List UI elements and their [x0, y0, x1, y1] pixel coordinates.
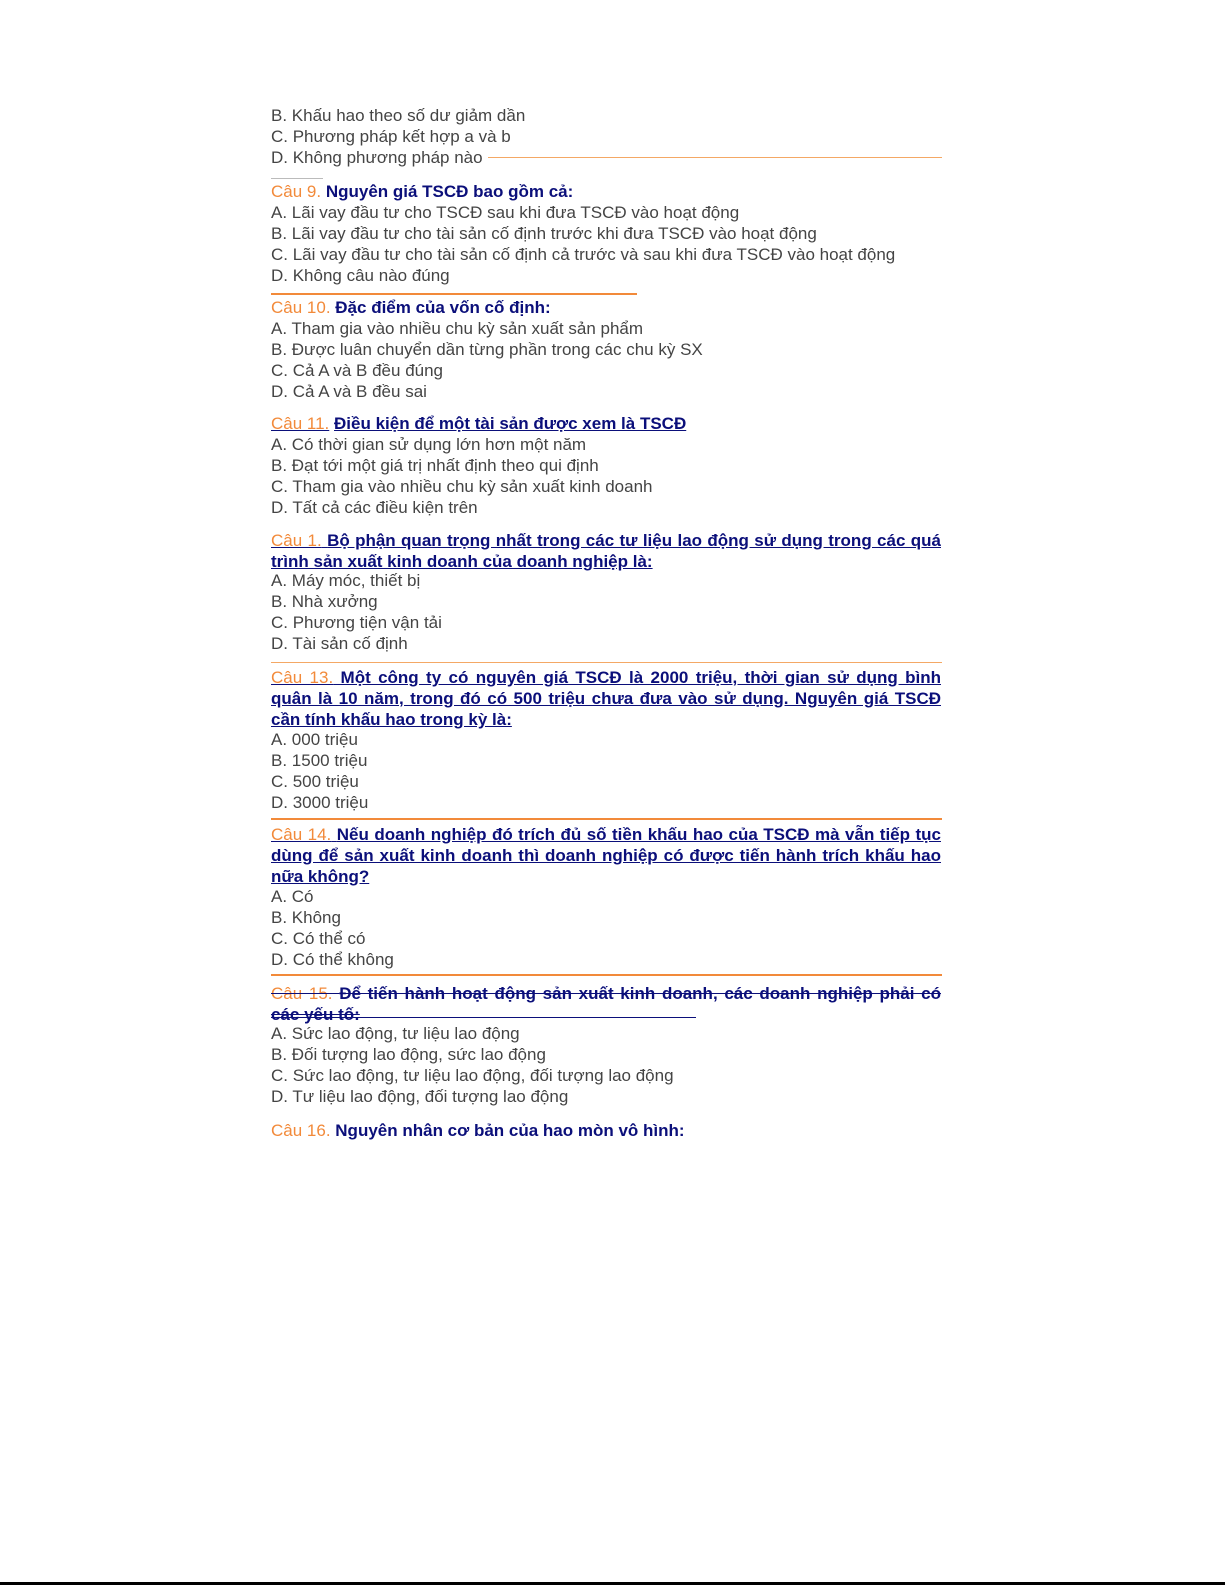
question-label: Câu 16.: [271, 1121, 331, 1140]
question-label: Câu 15.: [271, 984, 333, 1003]
answer-option: C. Phương tiện vận tải: [271, 613, 442, 632]
question-title: Đặc điểm của vốn cố định:: [335, 298, 551, 317]
answer-option: B. Khấu hao theo số dư giảm dần: [271, 106, 526, 125]
separator-rule: [271, 178, 323, 179]
separator-rule: [271, 293, 637, 295]
question-heading: [271, 825, 941, 887]
answer-option: B. Không: [271, 908, 341, 927]
answer-option: B. 1500 triệu: [271, 751, 368, 770]
question-heading: [271, 298, 551, 318]
answer-option: A. Tham gia vào nhiều chu kỳ sản xuất sản phẩm: [271, 319, 644, 338]
answer-option: D. Có thể không: [271, 950, 394, 969]
answer-option: D. Tư liệu lao động, đối tượng lao động: [271, 1087, 569, 1106]
question-title: Nguyên nhân cơ bản của hao mòn vô hình:: [335, 1121, 685, 1140]
separator-rule: [488, 157, 942, 158]
question-label: Câu 10.: [271, 298, 331, 317]
answer-option: C. Lãi vay đầu tư cho tài sản cố định cả trước và sau khi đưa TSCĐ vào hoạt động: [271, 245, 896, 264]
question-heading: [271, 182, 573, 202]
answer-option: D. Không phương pháp nào: [271, 148, 483, 167]
answer-option: B. Được luân chuyển dần từng phần trong các chu kỳ SX: [271, 340, 703, 359]
question-heading: [271, 414, 686, 434]
answer-option: D. Tất cả các điều kiện trên: [271, 498, 478, 517]
separator-rule: [271, 1017, 696, 1018]
question-label: Câu 14.: [271, 825, 332, 844]
answer-option: D. 3000 triệu: [271, 793, 369, 812]
question-label: Câu 1.: [271, 531, 322, 550]
answer-option: A. Có: [271, 887, 314, 906]
answer-option: D. Không câu nào đúng: [271, 266, 450, 285]
question-label: Câu 13.: [271, 668, 334, 687]
question-label: Câu 11.: [271, 414, 330, 433]
answer-option: C. Sức lao động, tư liệu lao động, đối tượng lao động: [271, 1066, 674, 1085]
question-title: Để tiến hành hoạt động sản xuất kinh doanh, các doanh nghiệp phải có các yếu tố:: [271, 984, 941, 1024]
separator-rule: [271, 662, 942, 663]
answer-option: B. Nhà xưởng: [271, 592, 378, 611]
answer-option: A. Sức lao động, tư liệu lao động: [271, 1024, 520, 1043]
answer-option: A. Lãi vay đầu tư cho TSCĐ sau khi đưa TSCĐ vào hoạt động: [271, 203, 740, 222]
separator-rule: [271, 818, 942, 820]
question-heading: [271, 531, 941, 573]
answer-option: C. 500 triệu: [271, 772, 359, 791]
answer-option: B. Đạt tới một giá trị nhất định theo qui định: [271, 456, 599, 475]
separator-rule: [271, 974, 942, 976]
answer-option: B. Lãi vay đầu tư cho tài sản cố định trước khi đưa TSCĐ vào hoạt động: [271, 224, 817, 243]
question-title: Bộ phận quan trọng nhất trong các tư liệu lao động sử dụng trong các quá trình sản xuất kinh doanh của doanh nghiệp là:: [271, 531, 941, 571]
answer-option: C. Có thể có: [271, 929, 366, 948]
answer-option: C. Phương pháp kết hợp a và b: [271, 127, 511, 146]
answer-option: D. Cả A và B đều sai: [271, 382, 427, 401]
question-title: Một công ty có nguyên giá TSCĐ là 2000 triệu, thời gian sử dụng bình quân là 10 năm, trong đó có 500 triệu chưa đưa vào sử dụng. Nguyên giá TSCĐ cần tính khấu hao trong kỳ là:: [271, 668, 941, 729]
answer-option: B. Đối tượng lao động, sức lao động: [271, 1045, 546, 1064]
question-heading: [271, 1121, 685, 1141]
question-heading: [271, 984, 941, 1026]
answer-option: D. Tài sản cố định: [271, 634, 408, 653]
answer-option: A. Máy móc, thiết bị: [271, 571, 421, 590]
answer-option: C. Tham gia vào nhiều chu kỳ sản xuất kinh doanh: [271, 477, 653, 496]
question-title: Nguyên giá TSCĐ bao gồm cả:: [325, 182, 574, 201]
question-heading: [271, 668, 941, 730]
answer-option: A. 000 triệu: [271, 730, 358, 749]
question-title: Nếu doanh nghiệp đó trích đủ số tiền khấu hao của TSCĐ mà vẫn tiếp tục dùng để sản xuất kinh doanh thì doanh nghiệp có được tiến hành trích khấu hao nữa không?: [271, 825, 941, 886]
answer-option: A. Có thời gian sử dụng lớn hơn một năm: [271, 435, 587, 454]
answer-option: C. Cả A và B đều đúng: [271, 361, 444, 380]
question-label: Câu 9.: [271, 182, 322, 201]
question-title: Điều kiện để một tài sản được xem là TSCĐ: [334, 414, 687, 433]
